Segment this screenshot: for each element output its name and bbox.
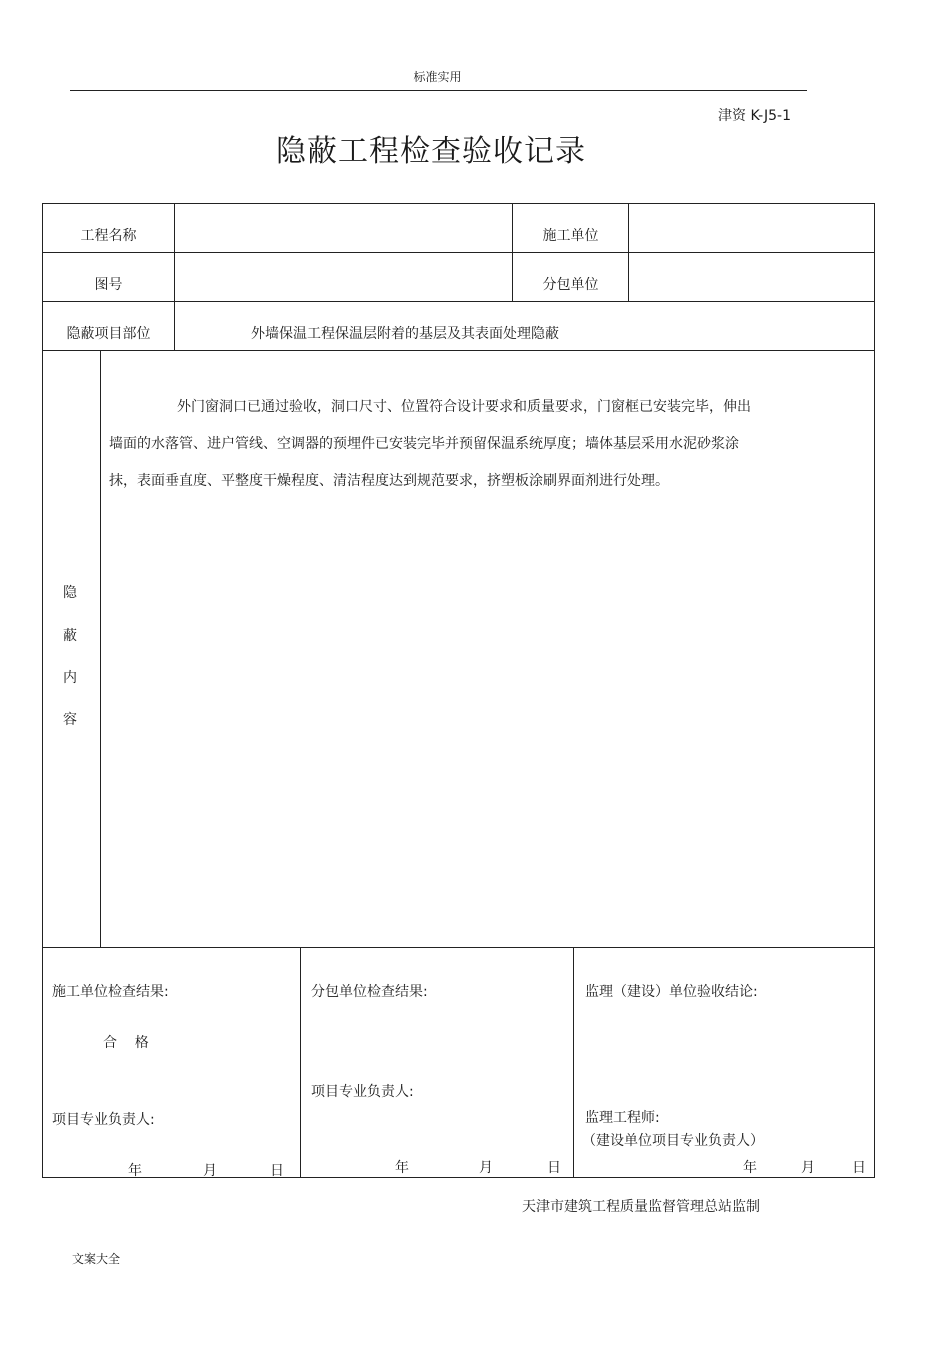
form-code: 津资 K-J5-1 — [718, 108, 791, 124]
row-divider — [42, 252, 875, 253]
subcontractor-check-title: 分包单位检查结果: — [311, 984, 428, 1000]
page-title: 隐蔽工程检查验收记录 — [276, 134, 586, 169]
col-divider — [174, 203, 175, 351]
hidden-item-location-value: 外墙保温工程保温层附着的基层及其表面处理隐蔽 — [251, 326, 559, 342]
project-name-label: 工程名称 — [80, 228, 137, 244]
content-line: 墙面的水落管、进户管线、空调器的预埋件已安装完毕并预留保温系统厚度；墙体基层采用水泥砂浆涂 — [109, 436, 739, 452]
hidden-item-location-label: 隐蔽项目部位 — [66, 326, 151, 342]
footer-text: 文案大全 — [72, 1252, 121, 1266]
subcontractor-label: 分包单位 — [542, 277, 599, 293]
supervising-engineer: 监理工程师: — [585, 1110, 660, 1126]
subcontractor-date-year: 年 — [395, 1160, 409, 1176]
content-side-label-char: 内 — [63, 670, 77, 686]
col-divider — [100, 350, 101, 948]
supervisor-date-month: 月 — [801, 1160, 815, 1176]
content-line: 外门窗洞口已通过验收，洞口尺寸、位置符合设计要求和质量要求，门窗框已安装完毕，伸出 — [177, 399, 751, 415]
table-border-bottom — [42, 1177, 875, 1178]
row-divider — [42, 301, 875, 302]
table-border-top — [42, 203, 875, 204]
supervisor-date-year: 年 — [743, 1160, 757, 1176]
issuer-text: 天津市建筑工程质量监督管理总站监制 — [522, 1199, 760, 1215]
supervising-engineer-note: （建设单位项目专业负责人） — [582, 1133, 764, 1149]
contractor-responsible: 项目专业负责人: — [52, 1112, 155, 1128]
content-line: 抹，表面垂直度、平整度干燥程度、清洁程度达到规范要求，挤塑板涂刷界面剂进行处理。 — [109, 473, 669, 489]
contractor-date-day: 日 — [270, 1163, 284, 1179]
subcontractor-date-month: 月 — [479, 1160, 493, 1176]
col-divider — [300, 947, 301, 1178]
subcontractor-responsible: 项目专业负责人: — [311, 1084, 414, 1100]
col-divider — [628, 203, 629, 302]
supervisor-conclusion-title: 监理（建设）单位验收结论: — [585, 984, 758, 1000]
row-divider — [42, 350, 875, 351]
contractor-check-title: 施工单位检查结果: — [52, 984, 169, 1000]
content-side-label-char: 容 — [63, 712, 77, 728]
supervisor-date-day: 日 — [852, 1160, 866, 1176]
drawing-number-label: 图号 — [94, 277, 123, 293]
col-divider — [573, 947, 574, 1178]
contractor-date-month: 月 — [203, 1163, 217, 1179]
contractor-check-result: 合 格 — [103, 1035, 149, 1051]
content-side-label-char: 蔽 — [63, 628, 77, 644]
header-rule — [70, 90, 807, 91]
content-side-label-char: 隐 — [63, 585, 77, 601]
subcontractor-date-day: 日 — [547, 1160, 561, 1176]
row-divider — [42, 947, 875, 948]
header-text: 标准实用 — [413, 70, 462, 84]
contractor-date-year: 年 — [128, 1163, 142, 1179]
contractor-label: 施工单位 — [542, 228, 599, 244]
